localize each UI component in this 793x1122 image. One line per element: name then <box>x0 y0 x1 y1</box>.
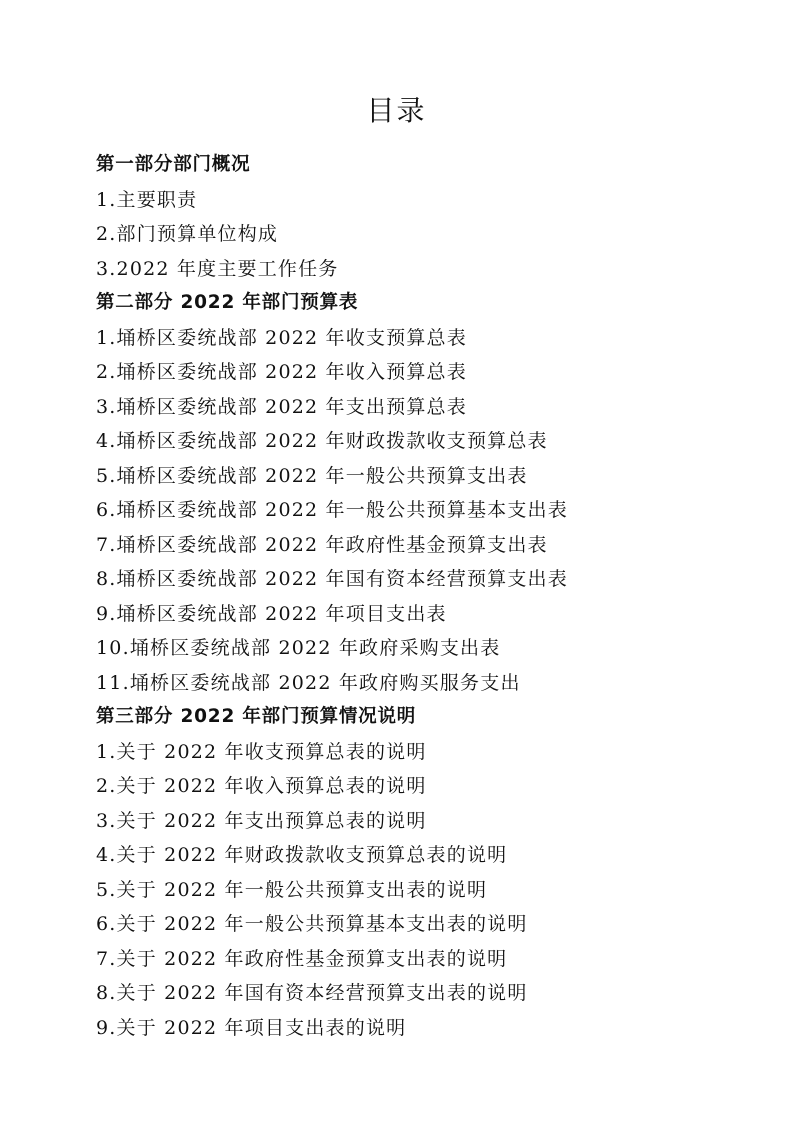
toc-item: 8.关于 2022 年国有资本经营预算支出表的说明 <box>96 982 528 1004</box>
toc-item: 8.埇桥区委统战部 2022 年国有资本经营预算支出表 <box>96 568 568 590</box>
toc-item: 9.关于 2022 年项目支出表的说明 <box>96 1016 407 1039</box>
toc-item: 3.关于 2022 年支出预算总表的说明 <box>96 809 427 832</box>
toc-item: 6.埇桥区委统战部 2022 年一般公共预算基本支出表 <box>96 499 568 521</box>
toc-item: 4.关于 2022 年财政拨款收支预算总表的说明 <box>96 844 508 866</box>
toc-section-heading: 第二部分 2022 年部门预算表 <box>96 292 359 313</box>
toc-item: 1.关于 2022 年收支预算总表的说明 <box>96 740 427 763</box>
toc-section-heading: 第一部分部门概况 <box>96 154 251 175</box>
toc-item: 5.埇桥区委统战部 2022 年一般公共预算支出表 <box>96 464 528 487</box>
toc-item: 5.关于 2022 年一般公共预算支出表的说明 <box>96 878 488 901</box>
toc-item: 3.埇桥区委统战部 2022 年支出预算总表 <box>96 395 467 418</box>
toc-item: 10.埇桥区委统战部 2022 年政府采购支出表 <box>96 637 501 659</box>
toc-item: 2.关于 2022 年收入预算总表的说明 <box>96 775 427 797</box>
page-title: 目录 <box>366 93 427 127</box>
toc-item: 7.埇桥区委统战部 2022 年政府性基金预算支出表 <box>96 533 548 556</box>
toc-item: 2.埇桥区委统战部 2022 年收入预算总表 <box>96 361 467 383</box>
toc-item: 11.埇桥区委统战部 2022 年政府购买服务支出 <box>96 671 521 694</box>
toc-item: 9.埇桥区委统战部 2022 年项目支出表 <box>96 602 447 625</box>
toc-item: 1.埇桥区委统战部 2022 年收支预算总表 <box>96 326 467 349</box>
toc-item: 3.2022 年度主要工作任务 <box>96 257 339 280</box>
toc-item: 1.主要职责 <box>96 188 198 211</box>
toc-item: 7.关于 2022 年政府性基金预算支出表的说明 <box>96 947 508 970</box>
table-of-contents <box>96 148 736 1045</box>
toc-section-heading: 第三部分 2022 年部门预算情况说明 <box>96 706 417 727</box>
toc-item: 2.部门预算单位构成 <box>96 223 279 245</box>
toc-item: 4.埇桥区委统战部 2022 年财政拨款收支预算总表 <box>96 430 548 452</box>
toc-item: 6.关于 2022 年一般公共预算基本支出表的说明 <box>96 913 528 935</box>
